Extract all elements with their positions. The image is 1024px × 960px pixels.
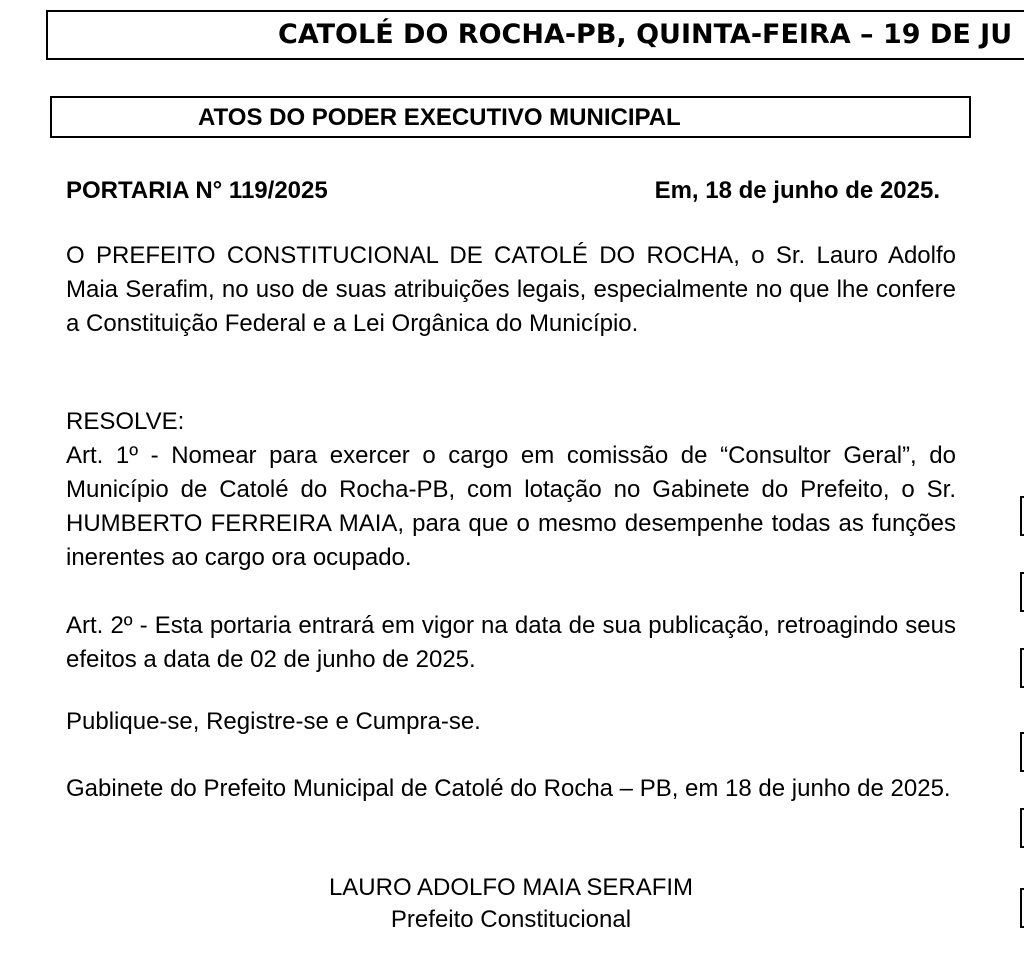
adjacent-column-box bbox=[1020, 496, 1024, 536]
publique-line: Publique-se, Registre-se e Cumpra-se. bbox=[66, 708, 481, 735]
adjacent-column-box bbox=[1020, 888, 1024, 928]
adjacent-column-box bbox=[1020, 732, 1024, 772]
signature-name: LAURO ADOLFO MAIA SERAFIM bbox=[328, 874, 694, 901]
portaria-number: PORTARIA N° 119/2025 bbox=[66, 177, 328, 204]
adjacent-column-box bbox=[1020, 808, 1024, 848]
signature-role: Prefeito Constitucional bbox=[390, 906, 632, 933]
resolve-label: RESOLVE: bbox=[66, 408, 185, 435]
portaria-date: Em, 18 de junho de 2025. bbox=[654, 177, 940, 204]
adjacent-column-box bbox=[1020, 648, 1024, 688]
article-2: Art. 2º - Esta portaria entrará em vigor na data de sua publicação, retroagindo seus efeitos a data de 02 de junho de 2025. bbox=[66, 612, 956, 673]
intro-paragraph: O PREFEITO CONSTITUCIONAL DE CATOLÉ DO ROCHA, o Sr. Lauro Adolfo Maia Serafim, no uso de suas atribuições legais, especialmente no que lhe confere a Constituição Federal e a Lei Orgânica do Município. bbox=[66, 242, 956, 337]
header-title: CATOLÉ DO ROCHA-PB, QUINTA-FEIRA – 19 DE JU bbox=[278, 19, 1013, 50]
gabinete-paragraph: Gabinete do Prefeito Municipal de Catolé do Rocha – PB, em 18 de junho de 2025. bbox=[66, 775, 951, 802]
article-1: Art. 1º - Nomear para exercer o cargo em comissão de “Consultor Geral”, do Município de Catolé do Rocha-PB, com lotação no Gabinete do Prefeito, o Sr. HUMBERTO FERREIRA MAIA, para que o mesmo desempenhe todas as funções inerentes ao cargo ora ocupado. bbox=[66, 442, 956, 571]
newspaper-header bbox=[46, 10, 1024, 60]
section-banner bbox=[50, 96, 971, 138]
adjacent-column-box bbox=[1020, 572, 1024, 612]
section-title: ATOS DO PODER EXECUTIVO MUNICIPAL bbox=[198, 104, 681, 131]
